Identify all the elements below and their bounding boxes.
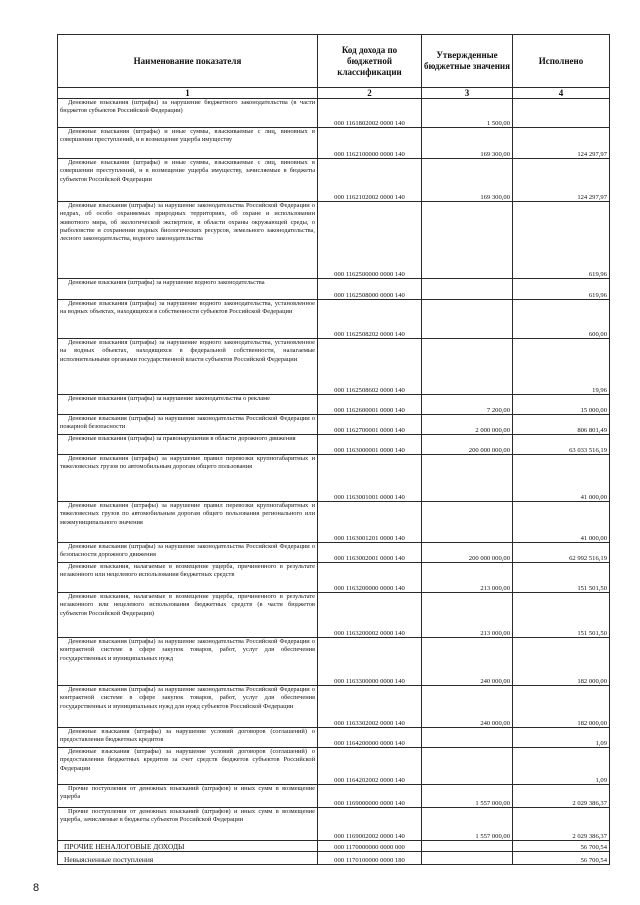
header-indicator-name: Наименование показателя xyxy=(58,35,318,88)
indicator-name-cell: Денежные взыскания, налагаемые в возмещение ущерба, причиненного в результате незаконного или нецелевого использования бюджетных средств (в части бюджетов субъектов Российской Федерации) xyxy=(58,593,318,638)
income-code-cell: 000 1163002001 0000 140 xyxy=(318,543,422,563)
approved-value-cell: 213 000,00 xyxy=(422,563,513,593)
approved-value-cell: 1 500,00 xyxy=(422,99,513,128)
indicator-name-cell: Денежные взыскания (штрафы) за нарушение условий договоров (соглашений) о предоставлении бюджетных кредитов xyxy=(58,728,318,748)
table-row xyxy=(58,728,610,748)
executed-value-cell: 2 029 386,37 xyxy=(513,808,610,841)
indicator-name-cell: Денежные взыскания (штрафы) и иные суммы, взыскиваемые с лиц, виновных в совершении преступлений, и в возмещение ущерба имуществу, зачисляемые в бюджеты субъектов Российской Федерации xyxy=(58,159,318,202)
executed-value-cell: 600,00 xyxy=(513,300,610,339)
approved-value-cell: 200 000 000,00 xyxy=(422,435,513,455)
approved-value-cell xyxy=(422,728,513,748)
approved-value-cell: 240 000,00 xyxy=(422,638,513,686)
indicator-name-cell: Денежные взыскания (штрафы) за нарушение законодательства Российской Федерации о пожарной безопасности xyxy=(58,415,318,435)
budget-execution-table xyxy=(57,34,610,865)
approved-value-cell: 200 000 000,00 xyxy=(422,543,513,563)
table-row xyxy=(58,339,610,395)
indicator-name-cell: Денежные взыскания (штрафы) за нарушение законодательства Российской Федерации о недрах, об особо охраняемых природных территориях, об охране и использовании животного мира, об экологической экспертизе, в области охраны окружающей среды, о рыболовстве и сохранении водных биологических ресурсов, земельного законодательства, лесного законодательства, водного законодательства xyxy=(58,202,318,279)
approved-value-cell: 7 200,00 xyxy=(422,395,513,415)
table-row xyxy=(58,748,610,785)
table-row xyxy=(58,502,610,543)
executed-value-cell: 151 501,50 xyxy=(513,563,610,593)
approved-value-cell: 1 557 000,00 xyxy=(422,808,513,841)
indicator-name-cell: Денежные взыскания (штрафы) за правонарушения в области дорожного движения xyxy=(58,435,318,455)
income-code-cell: 000 1163001201 0000 140 xyxy=(318,502,422,543)
income-code-cell: 000 1164200000 0000 140 xyxy=(318,728,422,748)
income-code-cell: 000 1161802002 0000 140 xyxy=(318,99,422,128)
table-row xyxy=(58,563,610,593)
executed-value-cell: 63 033 516,19 xyxy=(513,435,610,455)
table-row xyxy=(58,638,610,686)
table-row xyxy=(58,202,610,279)
indicator-name-cell: Денежные взыскания (штрафы) за нарушение законодательства Российской Федерации о безопасности дорожного движения xyxy=(58,543,318,563)
income-code-cell: 000 1163200002 0000 140 xyxy=(318,593,422,638)
approved-value-cell: 169 300,00 xyxy=(422,159,513,202)
executed-value-cell: 41 000,00 xyxy=(513,455,610,502)
header-income-code: Код дохода по бюджетной классификации xyxy=(318,35,422,88)
table-row xyxy=(58,808,610,841)
approved-value-cell xyxy=(422,279,513,300)
income-code-cell: 000 1163001001 0000 140 xyxy=(318,455,422,502)
income-code-cell: 000 1162600001 0000 140 xyxy=(318,395,422,415)
indicator-name-cell: Денежные взыскания (штрафы) за нарушение водного законодательства, установленное на водных объектах, находящихся в собственности субъектов Российской Федерации xyxy=(58,300,318,339)
income-code-cell: 000 1164202002 0000 140 xyxy=(318,748,422,785)
income-code-cell: 000 1169000000 0000 140 xyxy=(318,785,422,808)
approved-value-cell: 240 000,00 xyxy=(422,686,513,728)
table-row xyxy=(58,279,610,300)
executed-value-cell: 806 801,49 xyxy=(513,415,610,435)
executed-value-cell: 56 700,54 xyxy=(513,841,610,852)
approved-value-cell: 169 300,00 xyxy=(422,128,513,159)
column-number-2: 2 xyxy=(318,88,422,99)
executed-value-cell: 619,96 xyxy=(513,202,610,279)
executed-value-cell: 2 029 386,37 xyxy=(513,785,610,808)
approved-value-cell xyxy=(422,455,513,502)
table-row xyxy=(58,395,610,415)
table-row xyxy=(58,543,610,563)
executed-value-cell xyxy=(513,99,610,128)
income-code-cell: 000 1163302002 0000 140 xyxy=(318,686,422,728)
column-number-1: 1 xyxy=(58,88,318,99)
indicator-name-cell: Денежные взыскания (штрафы) за нарушение законодательства о рекламе xyxy=(58,395,318,415)
table-row xyxy=(58,455,610,502)
table-row xyxy=(58,159,610,202)
income-code-cell: 000 1162500000 0000 140 xyxy=(318,202,422,279)
approved-value-cell xyxy=(422,852,513,865)
header-executed: Исполнено xyxy=(513,35,610,88)
income-code-cell: 000 1162508000 0000 140 xyxy=(318,279,422,300)
table-row xyxy=(58,415,610,435)
table-row xyxy=(58,99,610,128)
header-row xyxy=(58,35,610,88)
approved-value-cell xyxy=(422,841,513,852)
table-row xyxy=(58,593,610,638)
table-row xyxy=(58,300,610,339)
indicator-name-cell: Прочие поступления от денежных взысканий (штрафов) и иных сумм в возмещение ущерба, зачисляемые в бюджеты субъектов Российской Федерации xyxy=(58,808,318,841)
table-body xyxy=(58,99,610,865)
executed-value-cell: 19,96 xyxy=(513,339,610,395)
executed-value-cell: 619,96 xyxy=(513,279,610,300)
approved-value-cell: 1 557 000,00 xyxy=(422,785,513,808)
approved-value-cell xyxy=(422,300,513,339)
indicator-name-cell: Прочие поступления от денежных взысканий (штрафов) и иных сумм в возмещение ущерба xyxy=(58,785,318,808)
indicator-name-cell: ПРОЧИЕ НЕНАЛОГОВЫЕ ДОХОДЫ xyxy=(58,841,318,852)
table-row xyxy=(58,128,610,159)
income-code-cell: 000 1162508602 0000 140 xyxy=(318,339,422,395)
table-row xyxy=(58,852,610,865)
column-number-3: 3 xyxy=(422,88,513,99)
indicator-name-cell: Денежные взыскания (штрафы) за нарушение бюджетного законодательства (в части бюджетов субъектов Российской Федерации) xyxy=(58,99,318,128)
executed-value-cell: 62 992 516,19 xyxy=(513,543,610,563)
executed-value-cell: 182 000,00 xyxy=(513,686,610,728)
income-code-cell: 000 1162508202 0000 140 xyxy=(318,300,422,339)
indicator-name-cell: Денежные взыскания (штрафы) за нарушение водного законодательства, установленное на водных объектах, находящихся в федеральной собственности, налагаемые исполнительными органами государственной власти субъектов Российской Федерации xyxy=(58,339,318,395)
income-code-cell: 000 1163200000 0000 140 xyxy=(318,563,422,593)
income-code-cell: 000 1163300000 0000 140 xyxy=(318,638,422,686)
indicator-name-cell: Денежные взыскания (штрафы) и иные суммы, взыскиваемые с лиц, виновных в совершении преступлений, и в возмещение ущерба имуществу xyxy=(58,128,318,159)
income-code-cell: 000 1163000001 0000 140 xyxy=(318,435,422,455)
table-row xyxy=(58,841,610,852)
page-number: 8 xyxy=(33,882,40,894)
approved-value-cell xyxy=(422,202,513,279)
approved-value-cell: 2 000 000,00 xyxy=(422,415,513,435)
approved-value-cell xyxy=(422,502,513,543)
table-row xyxy=(58,435,610,455)
indicator-name-cell: Денежные взыскания (штрафы) за нарушение условий договоров (соглашений) о предоставлении бюджетных кредитов за счет средств бюджетов субъектов Российской Федерации xyxy=(58,748,318,785)
executed-value-cell: 124 297,97 xyxy=(513,128,610,159)
income-code-cell: 000 1170000000 0000 000 xyxy=(318,841,422,852)
executed-value-cell: 56 700,54 xyxy=(513,852,610,865)
income-code-cell: 000 1162700001 0000 140 xyxy=(318,415,422,435)
indicator-name-cell: Денежные взыскания, налагаемые в возмещение ущерба, причиненного в результате незаконного или нецелевого использования бюджетных средств xyxy=(58,563,318,593)
indicator-name-cell: Денежные взыскания (штрафы) за нарушение водного законодательства xyxy=(58,279,318,300)
indicator-name-cell: Денежные взыскания (штрафы) за нарушение правил перевозки крупногабаритных и тяжеловесных грузов по автомобильным дорогам общего пользования xyxy=(58,455,318,502)
income-code-cell: 000 1170100000 0000 180 xyxy=(318,852,422,865)
executed-value-cell: 1,09 xyxy=(513,728,610,748)
executed-value-cell: 182 000,00 xyxy=(513,638,610,686)
indicator-name-cell: Невыясненные поступления xyxy=(58,852,318,865)
approved-value-cell: 213 000,00 xyxy=(422,593,513,638)
table-row xyxy=(58,785,610,808)
executed-value-cell: 15 000,00 xyxy=(513,395,610,415)
column-number-row xyxy=(58,88,610,99)
income-code-cell: 000 1169002002 0000 140 xyxy=(318,808,422,841)
executed-value-cell: 124 297,97 xyxy=(513,159,610,202)
executed-value-cell: 151 501,50 xyxy=(513,593,610,638)
income-code-cell: 000 1162100000 0000 140 xyxy=(318,128,422,159)
indicator-name-cell: Денежные взыскания (штрафы) за нарушение законодательства Российской Федерации о контрактной системе в сфере закупок товаров, работ, услуг для обеспечения государственных и муниципальных нужд для нужд субъектов Российской Федерации xyxy=(58,686,318,728)
approved-value-cell xyxy=(422,339,513,395)
executed-value-cell: 41 000,00 xyxy=(513,502,610,543)
header-approved-values: Утвержденные бюджетные значения xyxy=(422,35,513,88)
approved-value-cell xyxy=(422,748,513,785)
column-number-4: 4 xyxy=(513,88,610,99)
indicator-name-cell: Денежные взыскания (штрафы) за нарушение правил перевозки крупногабаритных и тяжеловесных грузов по автомобильным дорогам общего пользования регионального или межмуниципального значения xyxy=(58,502,318,543)
executed-value-cell: 1,09 xyxy=(513,748,610,785)
table-row xyxy=(58,686,610,728)
income-code-cell: 000 1162102002 0000 140 xyxy=(318,159,422,202)
indicator-name-cell: Денежные взыскания (штрафы) за нарушение законодательства Российской Федерации о контрактной системе в сфере закупок товаров, работ, услуг для обеспечения государственных и муниципальных нужд xyxy=(58,638,318,686)
